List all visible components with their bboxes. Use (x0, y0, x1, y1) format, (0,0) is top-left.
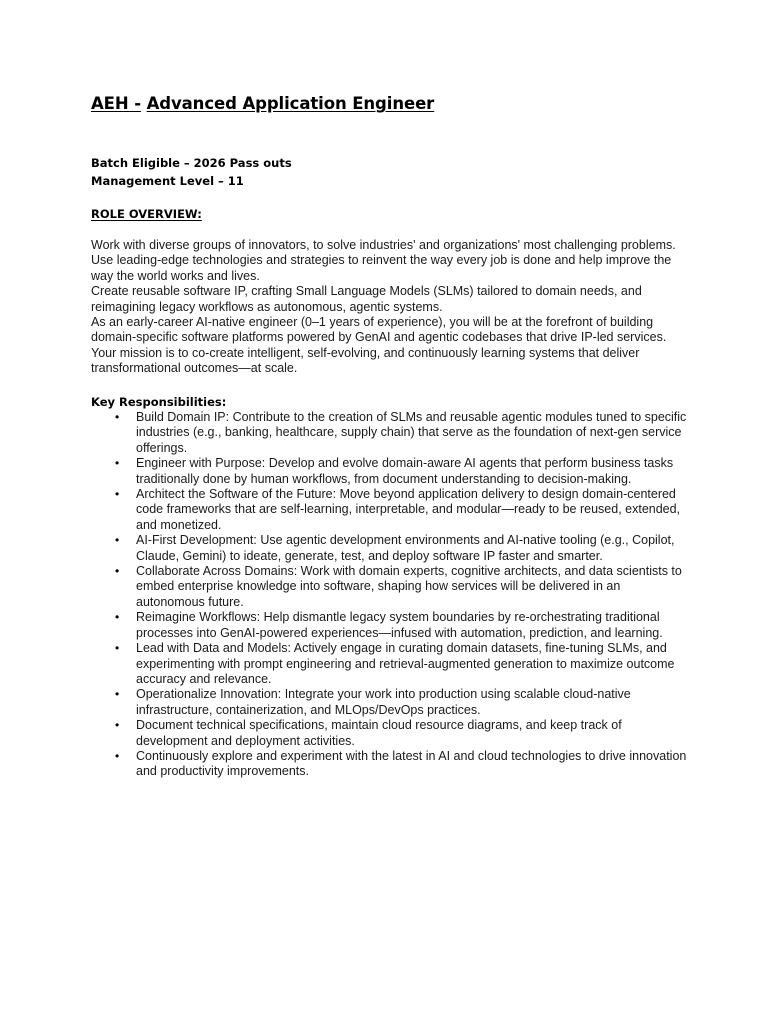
list-item (91, 718, 691, 749)
responsibility-text: AI-First Development: Use agentic development environments and AI-native tooling (e.g., Copilot, Claude, Gemini) to ideate, generate, test, and deploy software IP faster and smarter. (136, 533, 675, 563)
bullet-icon: • (115, 487, 120, 502)
bullet-icon: • (115, 610, 120, 625)
list-item (91, 687, 691, 718)
job-meta (91, 154, 292, 190)
responsibility-text: Continuously explore and experiment with the latest in AI and cloud technologies to drive innovation and productivity improvements. (136, 748, 687, 779)
responsibility-text: Reimagine Workflows: Help dismantle legacy system boundaries by re-orchestrating traditional processes into GenAI-powered experiences—infused with automation, prediction, and learning. (136, 610, 663, 640)
bullet-icon: • (115, 687, 120, 702)
responsibilities-list (91, 410, 691, 780)
title-code: AEH - (91, 94, 141, 113)
list-item (91, 533, 691, 564)
list-item (91, 610, 691, 641)
batch-eligible: Batch Eligible – 2026 Pass outs (91, 156, 292, 170)
title-role: Advanced Application Engineer (146, 94, 435, 113)
list-item (91, 641, 691, 687)
bullet-icon: • (115, 748, 120, 763)
overview-paragraph: As an early-career AI-native engineer (0–1 years of experience), you will be at the forefront of building domain-specific software platforms powered by GenAI and agentic codebases that drive IP-led services. Your mission is to co-create intelligent, self-evolving, and continuously learning systems that deliver transformational outcomes—at scale. (91, 315, 667, 376)
key-responsibilities-heading: Key Responsibilities: (91, 395, 227, 409)
role-overview-heading: ROLE OVERVIEW: (91, 207, 202, 221)
bullet-icon: • (115, 718, 120, 733)
list-item (91, 410, 691, 456)
responsibility-text: Architect the Software of the Future: Move beyond application delivery to design domain-centered code frameworks that are self-learning, interpretable, and modular—ready to be reused, extended, and monetized. (136, 487, 681, 532)
responsibility-text: Engineer with Purpose: Develop and evolve domain-aware AI agents that perform business tasks traditionally done by human workflows, from document understanding to decision-making. (136, 456, 674, 486)
responsibility-text: Lead with Data and Models: Actively engage in curating domain datasets, fine-tuning SLMs, and experimenting with prompt engineering and retrieval-augmented generation to maximize outcome accuracy and relevance. (136, 641, 675, 686)
bullet-icon: • (115, 641, 120, 656)
overview-paragraph: Work with diverse groups of innovators, to solve industries' and organizations' most challenging problems. Use leading-edge technologies and strategies to reinvent the way every job is done and help improve the way the world works and lives. (91, 238, 676, 283)
list-item (91, 487, 691, 533)
page-title (91, 94, 434, 113)
bullet-icon: • (115, 410, 120, 424)
list-item (91, 564, 691, 610)
list-item (91, 749, 691, 780)
bullet-icon: • (115, 564, 120, 579)
responsibility-text: Build Domain IP: Contribute to the creation of SLMs and reusable agentic modules tuned to specific industries (e.g., banking, healthcare, supply chain) that serve as the foundation of next-gen service offerings. (136, 410, 687, 455)
role-overview (91, 238, 691, 377)
responsibility-text: Document technical specifications, maintain cloud resource diagrams, and keep track of development and deployment activities. (136, 718, 622, 748)
management-level: Management Level – 11 (91, 174, 244, 188)
responsibility-text: Collaborate Across Domains: Work with domain experts, cognitive architects, and data scientists to embed enterprise knowledge into software, shaping how services will be delivered in an autonomous future. (136, 564, 682, 609)
overview-paragraph: Create reusable software IP, crafting Small Language Models (SLMs) tailored to domain needs, and reimagining legacy workflows as autonomous, agentic systems. (91, 284, 642, 314)
bullet-icon: • (115, 456, 120, 471)
list-item (91, 456, 691, 487)
responsibility-text: Operationalize Innovation: Integrate your work into production using scalable cloud-native infrastructure, containerization, and MLOps/DevOps practices. (136, 687, 631, 717)
bullet-icon: • (115, 533, 120, 548)
